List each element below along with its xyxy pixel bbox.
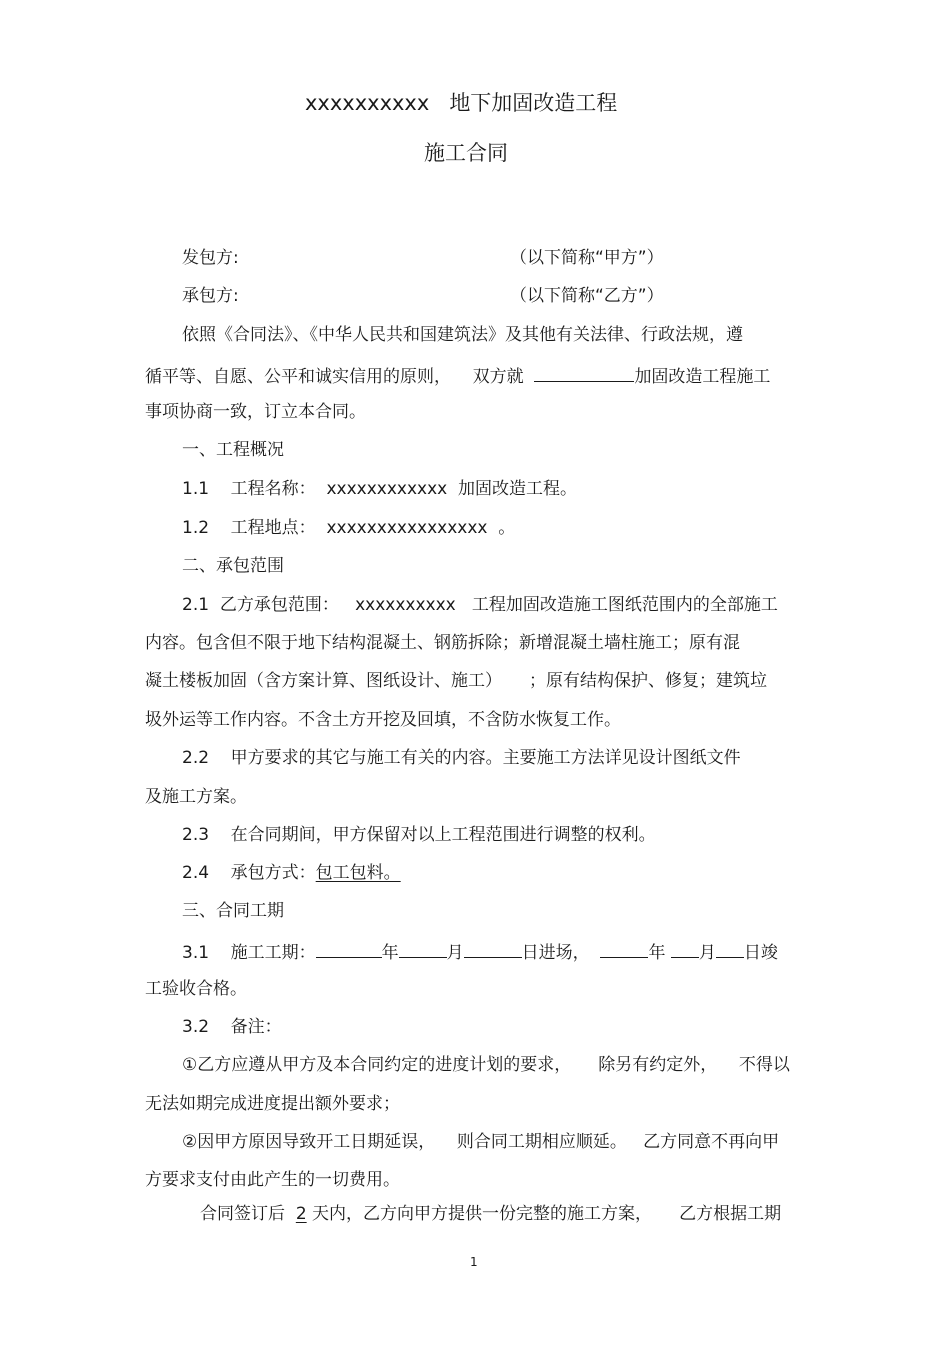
item-2-2-line-2: 及施工方案。 bbox=[145, 787, 247, 807]
last-line-c: 乙方根据工期 bbox=[679, 1204, 782, 1224]
item-1-2 bbox=[182, 517, 515, 539]
item-1-2-label: 工程地点： bbox=[230, 518, 316, 538]
note-1-line-2: 无法如期完成进度提出额外要求； bbox=[145, 1094, 400, 1114]
item-1-2-num: 1.2 bbox=[182, 518, 210, 538]
item-2-3-num: 2.3 bbox=[182, 825, 210, 845]
intro-line-2 bbox=[145, 363, 770, 388]
item-3-1-label: 施工工期： bbox=[230, 943, 316, 963]
item-2-1-line-3-a: 凝土楼板加固（含方案计算、图纸设计、施工） bbox=[145, 671, 502, 691]
item-3-1-line-1 bbox=[182, 939, 778, 964]
note-2-line-1 bbox=[182, 1131, 779, 1153]
note-1-b: 除另有约定外， bbox=[598, 1055, 718, 1075]
item-3-1-num: 3.1 bbox=[182, 943, 210, 963]
start-month-blank bbox=[399, 939, 447, 958]
item-3-2-label: 备注： bbox=[230, 1017, 282, 1037]
item-2-1-line-4: 圾外运等工作内容。不含土方开挖及回填，不含防水恢复工作。 bbox=[145, 710, 621, 730]
item-1-1-value: xxxxxxxxxxxx 加固改造工程。 bbox=[326, 479, 578, 499]
start-year-blank bbox=[316, 939, 382, 958]
note-2-line-2: 方要求支付由此产生的一切费用。 bbox=[145, 1170, 400, 1190]
item-2-1-label: 乙方承包范围： bbox=[219, 595, 339, 615]
item-2-4-num: 2.4 bbox=[182, 863, 210, 883]
item-2-1-line-2: 内容。包含但不限于地下结构混凝土、钢筋拆除；新增混凝土墙柱施工；原有混 bbox=[145, 633, 740, 653]
item-2-2-num: 2.2 bbox=[182, 748, 210, 768]
intro-line-2-a: 循平等、自愿、公平和诚实信用的原则， bbox=[145, 367, 451, 387]
item-2-1-text: 工程加固改造施工图纸范围内的全部施工 bbox=[471, 595, 778, 615]
section-2-heading: 二、承包范围 bbox=[182, 556, 284, 576]
item-3-2-num: 3.2 bbox=[182, 1017, 210, 1037]
title-line-1 bbox=[305, 90, 617, 116]
project-code: xxxxxxxxxx bbox=[305, 91, 430, 115]
end-month-unit: 月 bbox=[698, 943, 716, 963]
item-3-2 bbox=[182, 1016, 282, 1038]
note-1-a: ①乙方应遵从甲方及本合同约定的进度计划的要求， bbox=[182, 1055, 572, 1075]
item-2-4-label: 承包方式： bbox=[230, 863, 316, 883]
start-day-unit: 日进场， bbox=[521, 943, 590, 963]
item-2-2-line-1 bbox=[182, 747, 741, 769]
end-day-blank bbox=[716, 939, 744, 958]
note-2-b: 则合同工期相应顺延。 bbox=[456, 1132, 627, 1152]
item-2-4 bbox=[182, 862, 401, 884]
item-1-1-label: 工程名称： bbox=[230, 479, 316, 499]
item-1-1 bbox=[182, 478, 577, 500]
item-2-1-line-1 bbox=[182, 594, 778, 616]
item-2-1-code: xxxxxxxxxx bbox=[355, 595, 456, 615]
last-line-b: 天内，乙方向甲方提供一份完整的施工方案， bbox=[312, 1204, 653, 1224]
item-2-1-line-3-b: ；原有结构保护、修复；建筑垃 bbox=[529, 671, 768, 691]
note-2-a: ②因甲方原因导致开工日期延误， bbox=[182, 1132, 436, 1152]
page-number: 1 bbox=[470, 1255, 478, 1269]
days-value: 2 bbox=[295, 1204, 307, 1224]
contractor-label: 承包方: bbox=[182, 286, 239, 306]
section-3-heading: 三、合同工期 bbox=[182, 901, 284, 921]
note-1-line-1 bbox=[182, 1054, 790, 1076]
title-line-2: 施工合同 bbox=[424, 141, 508, 165]
start-day-blank bbox=[464, 939, 522, 958]
project-name-blank bbox=[534, 363, 634, 382]
item-2-2-text: 甲方要求的其它与施工有关的内容。主要施工方法详见设计图纸文件 bbox=[230, 748, 741, 768]
item-2-3 bbox=[182, 824, 656, 846]
employer-note: （以下简称“甲方”） bbox=[510, 248, 664, 268]
intro-line-3: 事项协商一致，订立本合同。 bbox=[145, 402, 366, 422]
end-month-blank bbox=[671, 939, 699, 958]
intro-line-2-b: 双方就 bbox=[472, 367, 524, 387]
end-year-unit: 年 bbox=[648, 943, 666, 963]
employer-label: 发包方: bbox=[182, 248, 239, 268]
item-2-4-value: 包工包料。 bbox=[315, 863, 401, 883]
section-1-heading: 一、工程概况 bbox=[182, 440, 284, 460]
project-title: 地下加固改造工程 bbox=[449, 91, 618, 115]
item-1-2-value: xxxxxxxxxxxxxxxx 。 bbox=[326, 518, 516, 538]
end-day-unit: 日竣 bbox=[743, 943, 778, 963]
end-year-blank bbox=[600, 939, 648, 958]
note-2-c: 乙方同意不再向甲 bbox=[643, 1132, 780, 1152]
item-2-1-num: 2.1 bbox=[182, 595, 210, 615]
start-month-unit: 月 bbox=[446, 943, 464, 963]
last-line bbox=[200, 1203, 781, 1225]
item-1-1-num: 1.1 bbox=[182, 479, 210, 499]
item-3-1-line-2: 工验收合格。 bbox=[145, 979, 247, 999]
contractor-note: （以下简称“乙方”） bbox=[510, 286, 664, 306]
intro-line-1: 依照《合同法》、《中华人民共和国建筑法》及其他有关法律、行政法规，遵 bbox=[182, 325, 743, 345]
start-year-unit: 年 bbox=[381, 943, 399, 963]
last-line-a: 合同签订后 bbox=[200, 1204, 285, 1224]
item-2-3-text: 在合同期间，甲方保留对以上工程范围进行调整的权利。 bbox=[230, 825, 656, 845]
item-2-1-line-3 bbox=[145, 670, 767, 692]
intro-line-2-c: 加固改造工程施工 bbox=[634, 367, 771, 387]
note-1-c: 不得以 bbox=[738, 1055, 790, 1075]
